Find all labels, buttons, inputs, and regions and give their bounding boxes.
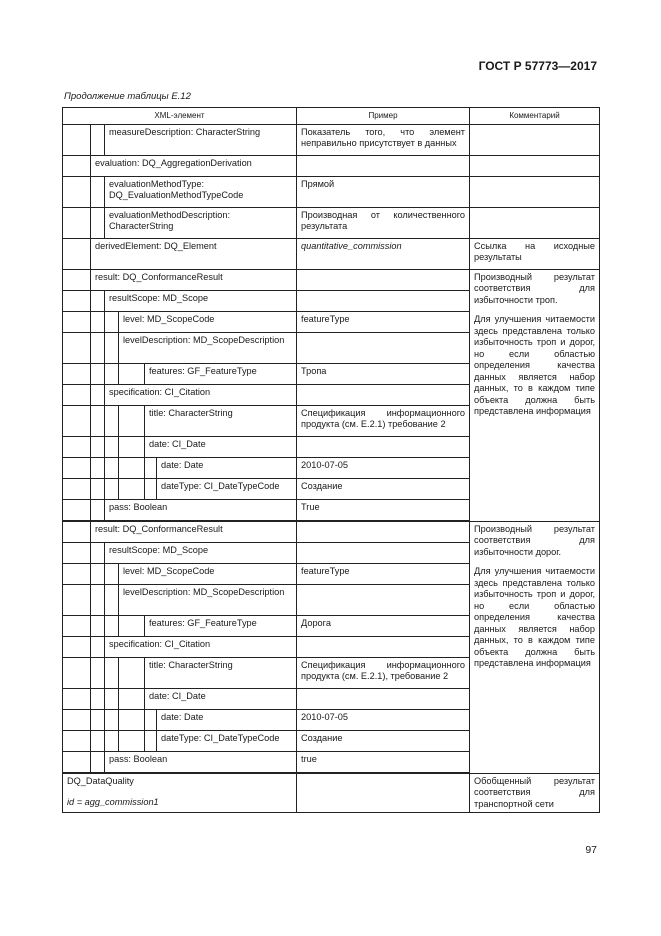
table-row <box>63 269 600 290</box>
comment-cell: Обобщенный результат соответствия для транспортной сети <box>470 773 600 813</box>
xml-table <box>62 107 600 813</box>
example-cell: Производная от количественного результата <box>297 207 470 238</box>
page-number: 97 <box>585 844 597 856</box>
example-cell: True <box>297 499 470 520</box>
table-row <box>63 155 600 176</box>
element-cell: title: CharacterString <box>145 657 297 688</box>
col-header-example: Пример <box>297 108 470 125</box>
example-cell: Спецификация информационного продукта (см. Е.2.1), требование 2 <box>297 657 470 688</box>
table-header-row <box>63 108 600 125</box>
example-cell: Создание <box>297 730 470 751</box>
table-caption: Продолжение таблицы Е.12 <box>64 91 191 102</box>
col-header-comment: Комментарий <box>470 108 600 125</box>
element-cell: result: DQ_ConformanceResult <box>91 269 297 290</box>
element-cell: evaluationMethodType: DQ_EvaluationMethodTypeCode <box>105 176 297 207</box>
comment-cell <box>470 269 600 521</box>
comment-cell: Ссылка на исходные результаты <box>470 238 600 269</box>
element-cell: date: CI_Date <box>145 688 297 709</box>
table-row <box>63 207 600 238</box>
example-cell: true <box>297 751 470 772</box>
example-cell: Создание <box>297 478 470 499</box>
element-cell: date: Date <box>157 709 297 730</box>
element-cell: dateType: CI_DateTypeCode <box>157 730 297 751</box>
example-cell: Спецификация информационного продукта (см. Е.2.1) требование 2 <box>297 405 470 436</box>
element-cell: level: MD_ScopeCode <box>119 311 297 332</box>
element-id: id = agg_commission1 <box>67 797 159 807</box>
element-cell: resultScope: MD_Scope <box>105 290 297 311</box>
comment-paragraph: Для улучшения читаемости здесь представлена только избыточность троп и дорог, но если областью определения качества данных является набор данных, то в каждом типе объекта должна быть представлена информация <box>474 566 596 668</box>
comment-paragraph: Производный результат соответствия для избыточности дорог. <box>474 523 596 557</box>
element-cell: measureDescription: CharacterString <box>105 124 297 155</box>
element-cell: date: Date <box>157 457 297 478</box>
element-cell: levelDescription: MD_ScopeDescription <box>119 584 297 615</box>
example-cell: Прямой <box>297 176 470 207</box>
element-cell: evaluation: DQ_AggregationDerivation <box>91 155 297 176</box>
element-cell: dateType: CI_DateTypeCode <box>157 478 297 499</box>
table-row <box>63 521 600 542</box>
element-cell: evaluationMethodDescription: CharacterString <box>105 207 297 238</box>
element-cell: level: MD_ScopeCode <box>119 563 297 584</box>
example-cell: 2010-07-05 <box>297 457 470 478</box>
element-cell <box>63 773 297 813</box>
element-cell: features: GF_FeatureType <box>145 363 297 384</box>
element-cell: levelDescription: MD_ScopeDescription <box>119 332 297 363</box>
element-cell: features: GF_FeatureType <box>145 615 297 636</box>
example-cell: Дорога <box>297 615 470 636</box>
element-cell: date: CI_Date <box>145 436 297 457</box>
comment-cell <box>470 521 600 773</box>
col-header-element: XML-элемент <box>63 108 297 125</box>
example-cell: featureType <box>297 311 470 332</box>
element-cell: result: DQ_ConformanceResult <box>91 521 297 542</box>
comment-paragraph: Для улучшения читаемости здесь представлена только избыточность троп и дорог, но если областью определения качества данных является набор данных, то в каждом типе объекта должна быть представлена информация <box>474 314 596 416</box>
example-cell: featureType <box>297 563 470 584</box>
element-cell: derivedElement: DQ_Element <box>91 238 297 269</box>
example-cell: 2010-07-05 <box>297 709 470 730</box>
table-row <box>63 176 600 207</box>
element-cell: specification: CI_Citation <box>105 636 297 657</box>
table-row <box>63 124 600 155</box>
element-cell: resultScope: MD_Scope <box>105 542 297 563</box>
element-cell: pass: Boolean <box>105 751 297 772</box>
element-cell: pass: Boolean <box>105 499 297 520</box>
example-cell: Показатель того, что элемент неправильно присутствует в данных <box>297 124 470 155</box>
table-row <box>63 238 600 269</box>
comment-paragraph: Производный результат соответствия для избыточности троп. <box>474 271 596 305</box>
element-cell: specification: CI_Citation <box>105 384 297 405</box>
element-name: DQ_DataQuality <box>67 775 134 786</box>
element-cell: title: CharacterString <box>145 405 297 436</box>
example-cell: Тропа <box>297 363 470 384</box>
table-row <box>63 773 600 813</box>
example-cell: quantitative_commission <box>297 238 470 269</box>
document-header: ГОСТ Р 57773—2017 <box>478 59 597 73</box>
